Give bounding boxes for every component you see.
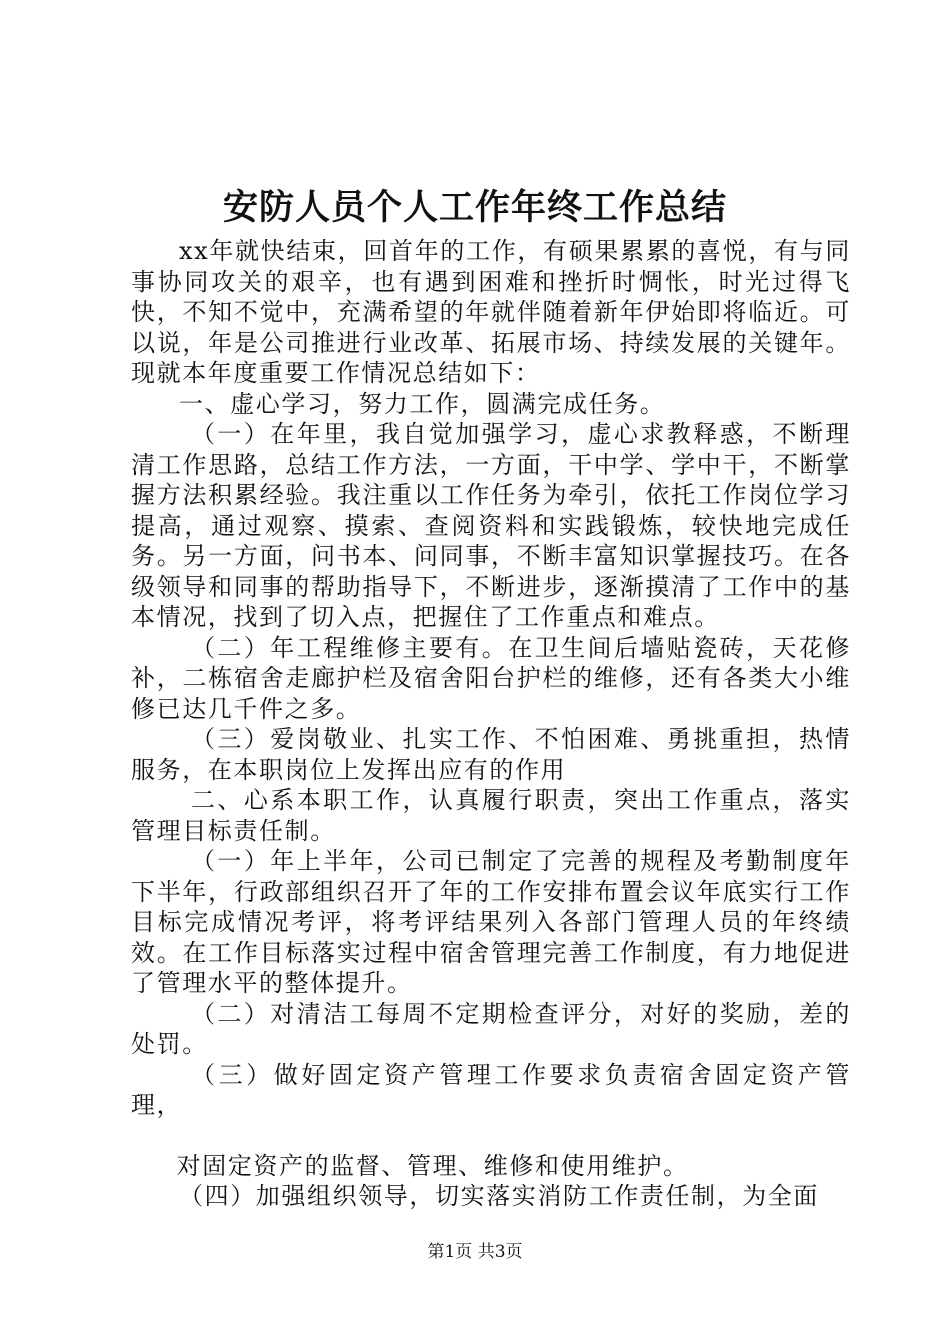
paragraph-2-4: （四）加强组织领导，切实落实消防工作责任制，为全面 (179, 1182, 819, 1210)
paragraph-2-3-continued: 对固定资产的监督、管理、维修和使用维护。 (176, 1151, 689, 1180)
paragraph-intro: xx年就快结束，回首年的工作，有硕果累累的喜悦，有与同事协同攻关的艰辛，也有遇到困难和挫折时惆怅，时光过得飞快，不知不觉中，充满希望的年就伴随着新年伊始即将临近。可以说，年是公司推进行业改革、拓展市场、持续发展的关键年。现就本年度重要工作情况总结如下： (131, 237, 851, 387)
page-footer: 第1页 共3页 (427, 1242, 523, 1262)
paragraph-2-1: （一）年上半年，公司已制定了完善的规程及考勤制度年下半年，行政部组织召开了年的工作安排布置会议年底实行工作目标完成情况考评，将考评结果列入各部门管理人员的年终绩效。在工作目标落实过程中宿舍管理完善工作制度，有力地促进了管理水平的整体提升。 (131, 847, 851, 997)
paragraph-1-1: （一）在年里，我自觉加强学习，虚心求教释惑，不断理清工作思路，总结工作方法，一方面，干中学、学中干，不断掌握方法积累经验。我注重以工作任务为牵引，依托工作岗位学习提高，通过观察、摸索、查阅资料和实践锻炼，较快地完成任务。另一方面，问书本、问同事，不断丰富知识掌握技巧。在各级领导和同事的帮助指导下，不断进步，逐渐摸清了工作中的基本情况，找到了切入点，把握住了工作重点和难点。 (131, 420, 851, 631)
document-body (131, 236, 851, 1212)
paragraph-1-3: （三）爱岗敬业、扎实工作、不怕困难、勇挑重担，热情服务，在本职岗位上发挥出应有的作用 (131, 725, 851, 784)
document-title: 安防人员个人工作年终工作总结 (222, 187, 727, 228)
section-heading-two: 二、心系本职工作，认真履行职责，突出工作重点，落实管理目标责任制。 (131, 786, 851, 845)
paragraph-2-3: （三）做好固定资产管理工作要求负责宿舍固定资产管理， (131, 1060, 851, 1119)
section-heading-one: 一、虚心学习，努力工作，圆满完成任务。 (179, 389, 666, 418)
paragraph-1-2: （二）年工程维修主要有。在卫生间后墙贴瓷砖，天花修补，二栋宿舍走廊护栏及宿舍阳台护栏的维修，还有各类大小维修已达几千件之多。 (131, 633, 851, 723)
paragraph-2-2: （二）对清洁工每周不定期检查评分，对好的奖励，差的处罚。 (131, 999, 851, 1058)
